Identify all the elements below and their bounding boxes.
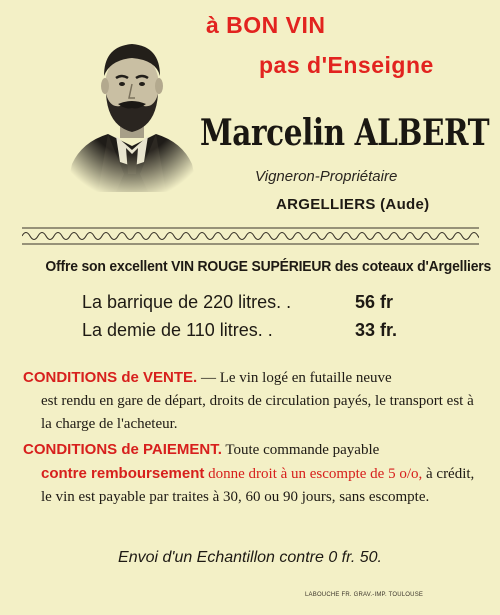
- conditions-vente-text: — Le vin logé en futaille neuve: [197, 370, 392, 386]
- conditions-paiement-text-rest: [23, 462, 478, 509]
- remboursement-emphasis: contre remboursement: [41, 465, 205, 482]
- conditions-paiement-text: Toute commande payable: [221, 442, 380, 458]
- price-value: 56 fr: [355, 292, 394, 312]
- slogan-line-1: à BON VIN: [206, 12, 326, 38]
- price-row-barrique: [82, 292, 393, 313]
- conditions-vente: [23, 366, 478, 436]
- price-row-demie: [82, 320, 397, 341]
- vendor-name: Marcelin ALBERT: [200, 112, 490, 154]
- town: ARGELLIERS (Aude): [276, 196, 430, 213]
- conditions-vente-text-rest: est rendu en gare de départ, droits de circulation payés, le transport est à la charge de l'acheteur.: [41, 393, 474, 432]
- conditions-paiement-heading: CONDITIONS de PAIEMENT.: [23, 441, 222, 458]
- escompte-text: donne droit à un escompte de 5 o/o,: [204, 466, 423, 482]
- profession: Vigneron-Propriétaire: [255, 168, 398, 185]
- printer-imprint: LABOUCHE FR. GRAV.-IMP. TOULOUSE: [305, 592, 424, 598]
- credit-text: à crédit, le vin est payable par traites à 30, 60 ou 90 jours, sans escompte.: [41, 466, 475, 505]
- portrait-image: [58, 24, 206, 192]
- price-label: La barrique de 220 litres. .: [82, 292, 292, 312]
- conditions-vente-heading: CONDITIONS de VENTE.: [23, 369, 198, 386]
- ornamental-divider: [22, 225, 479, 247]
- price-value: 33 fr.: [355, 320, 398, 340]
- price-label: La demie de 110 litres. .: [82, 320, 273, 340]
- sample-offer: Envoi d'un Echantillon contre 0 fr. 50.: [118, 549, 382, 566]
- conditions-paiement: [23, 438, 478, 509]
- slogan-line-2: pas d'Enseigne: [259, 52, 434, 78]
- offer-line: Offre son excellent VIN ROUGE SUPÉRIEUR des coteaux d'Argelliers: [45, 258, 492, 275]
